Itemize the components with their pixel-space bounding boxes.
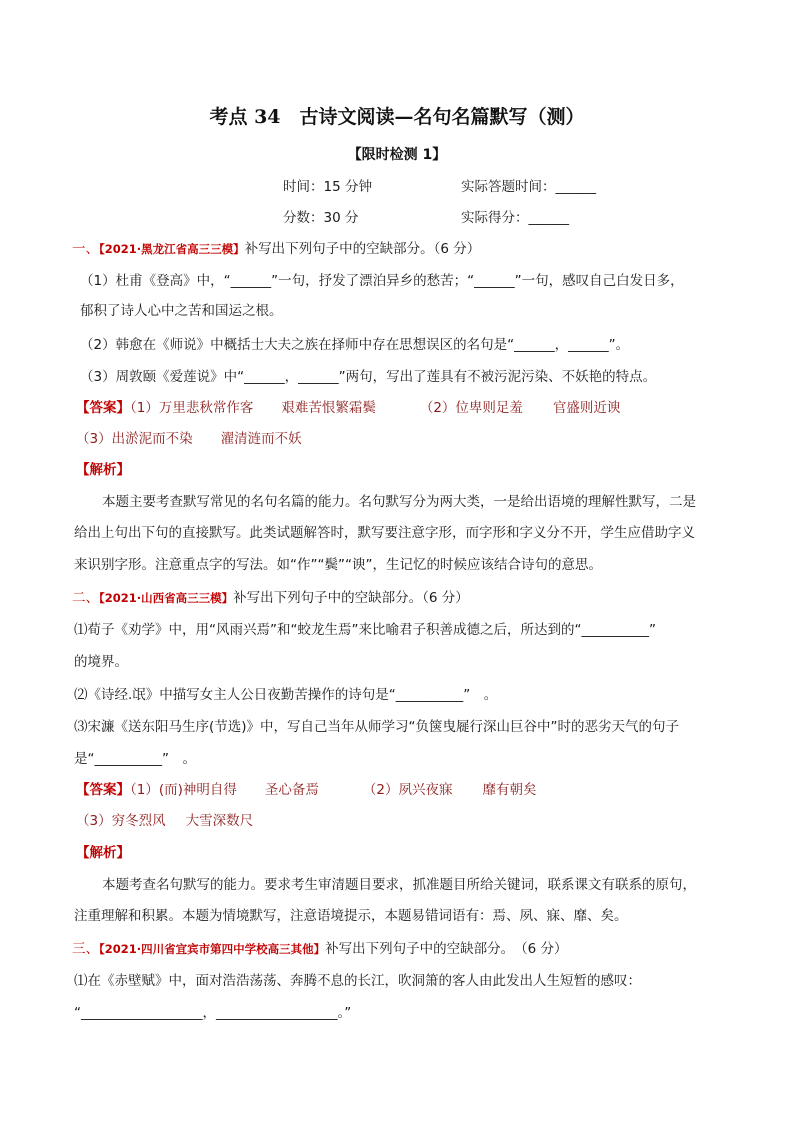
question-prompt: 补写出下列句子中的空缺部分。（6 分） <box>233 590 469 606</box>
answer-text: 艰难苦恨繁霜鬓 <box>281 400 376 416</box>
answer-text: （1）(而)神明自得 <box>130 782 237 798</box>
question-item: ⑴荀子《劝学》中，用“风雨兴焉”和“蛟龙生焉”来比喻君子积善成德之后，所达到的“__________” <box>74 622 656 638</box>
question-item: （3）周敦颐《爱莲说》中“______，______”两句，写出了莲具有不被污泥污染、不妖艳的特点。 <box>80 369 657 385</box>
time-label: 时间：15 分钟 <box>283 179 372 195</box>
question-item: 的境界。 <box>74 654 128 670</box>
answer-text: 官盛则近谀 <box>552 400 621 416</box>
question-item: ⑶宋濂《送东阳马生序(节选)》中，写自己当年从师学习“负箧曳屣行深山巨谷中”时的恶劣天气的句子 <box>74 719 680 735</box>
answer-label: 【答案】 <box>76 400 130 416</box>
question-number: 三、 <box>72 941 99 957</box>
answer-text: （3）出淤泥而不染 <box>76 431 193 447</box>
answer-text: 靡有朝矣 <box>482 782 537 798</box>
question-source: 【2021·山西省高三三模】 <box>99 591 234 605</box>
answer-text: （1）万里悲秋常作客 <box>130 400 254 416</box>
answer-line <box>76 781 536 799</box>
question-2-header <box>72 589 469 607</box>
answer-line <box>76 399 620 417</box>
question-number: 一、 <box>72 241 99 257</box>
question-prompt: 补写出下列句子中的空缺部分。（6 分） <box>244 241 481 257</box>
question-3-header <box>72 940 568 958</box>
analysis-label: 【解析】 <box>76 462 130 478</box>
analysis-text: 本题主要考查默写常见的名句名篇的能力。名句默写分为两大类，一是给出语境的理解性默写，二是 <box>102 494 696 510</box>
question-prompt: 补写出下列句子中的空缺部分。 （6 分） <box>325 941 568 957</box>
analysis-text: 来识别字形。注意重点字的写法。如“作”“鬓”“谀”，生记忆的时候应该结合诗句的意思。 <box>74 557 602 573</box>
analysis-text: 给出上句出下句的直接默写。此类试题解答时，默写要注意字形，而字形和字义分不开，学生应借助字义 <box>74 525 695 541</box>
answer-line <box>76 812 253 830</box>
answer-text: 濯清涟而不妖 <box>220 431 302 447</box>
answer-text: （3）穷冬烈风 <box>76 813 166 829</box>
score-label: 分数：30 分 <box>283 210 359 226</box>
analysis-text: 注重理解和积累。本题为情境默写，注意语境提示，本题易错词语有：焉、夙、寐、靡、矣。 <box>74 908 628 924</box>
analysis-label: 【解析】 <box>76 845 130 861</box>
question-1-header <box>72 240 480 258</box>
question-number: 二、 <box>72 590 99 606</box>
question-item: （2）韩愈在《师说》中概括士大夫之族在择师中存在思想误区的名句是“______，______”。 <box>80 337 630 353</box>
answer-line <box>76 430 302 448</box>
actual-time-label: 实际答题时间：______ <box>461 179 596 195</box>
question-source: 【2021·四川省宜宾市第四中学校高三其他】 <box>99 942 326 956</box>
question-item: （1）杜甫《登高》中，“______”一句，抒发了漂泊异乡的愁苦；“______”一句，感叹自己白发日多， <box>80 273 684 289</box>
question-source: 【2021·黑龙江省高三三模】 <box>99 242 245 256</box>
answer-text: （2）夙兴夜寐 <box>362 782 453 798</box>
page-title: 考点 34 古诗文阅读—名句名篇默写（测） <box>209 106 585 128</box>
question-item: ⑵《诗经.氓》中描写女主人公日夜勤苦操作的诗句是“__________” 。 <box>74 687 498 703</box>
answer-text: 大雪深数尺 <box>185 813 254 829</box>
answer-label: 【答案】 <box>76 782 130 798</box>
question-item: 郁积了诗人心中之苦和国运之根。 <box>80 303 283 319</box>
section-subtitle: 【限时检测 1】 <box>347 147 447 163</box>
question-item: 是“__________” 。 <box>74 751 196 767</box>
answer-text: （2）位卑则足羞 <box>419 400 523 416</box>
question-item: ⑴在《赤壁赋》中，面对浩浩荡荡、奔腾不息的长江，吹洞箫的客人由此发出人生短暂的感叹： <box>74 973 641 989</box>
answer-text: 圣心备焉 <box>264 782 319 798</box>
analysis-text: 本题考查名句默写的能力。要求考生审清题目要求，抓准题目所给关键词，联系课文有联系的原句， <box>102 877 696 893</box>
question-item: “__________________，__________________。” <box>74 1005 352 1021</box>
actual-score-label: 实际得分：______ <box>461 210 569 226</box>
